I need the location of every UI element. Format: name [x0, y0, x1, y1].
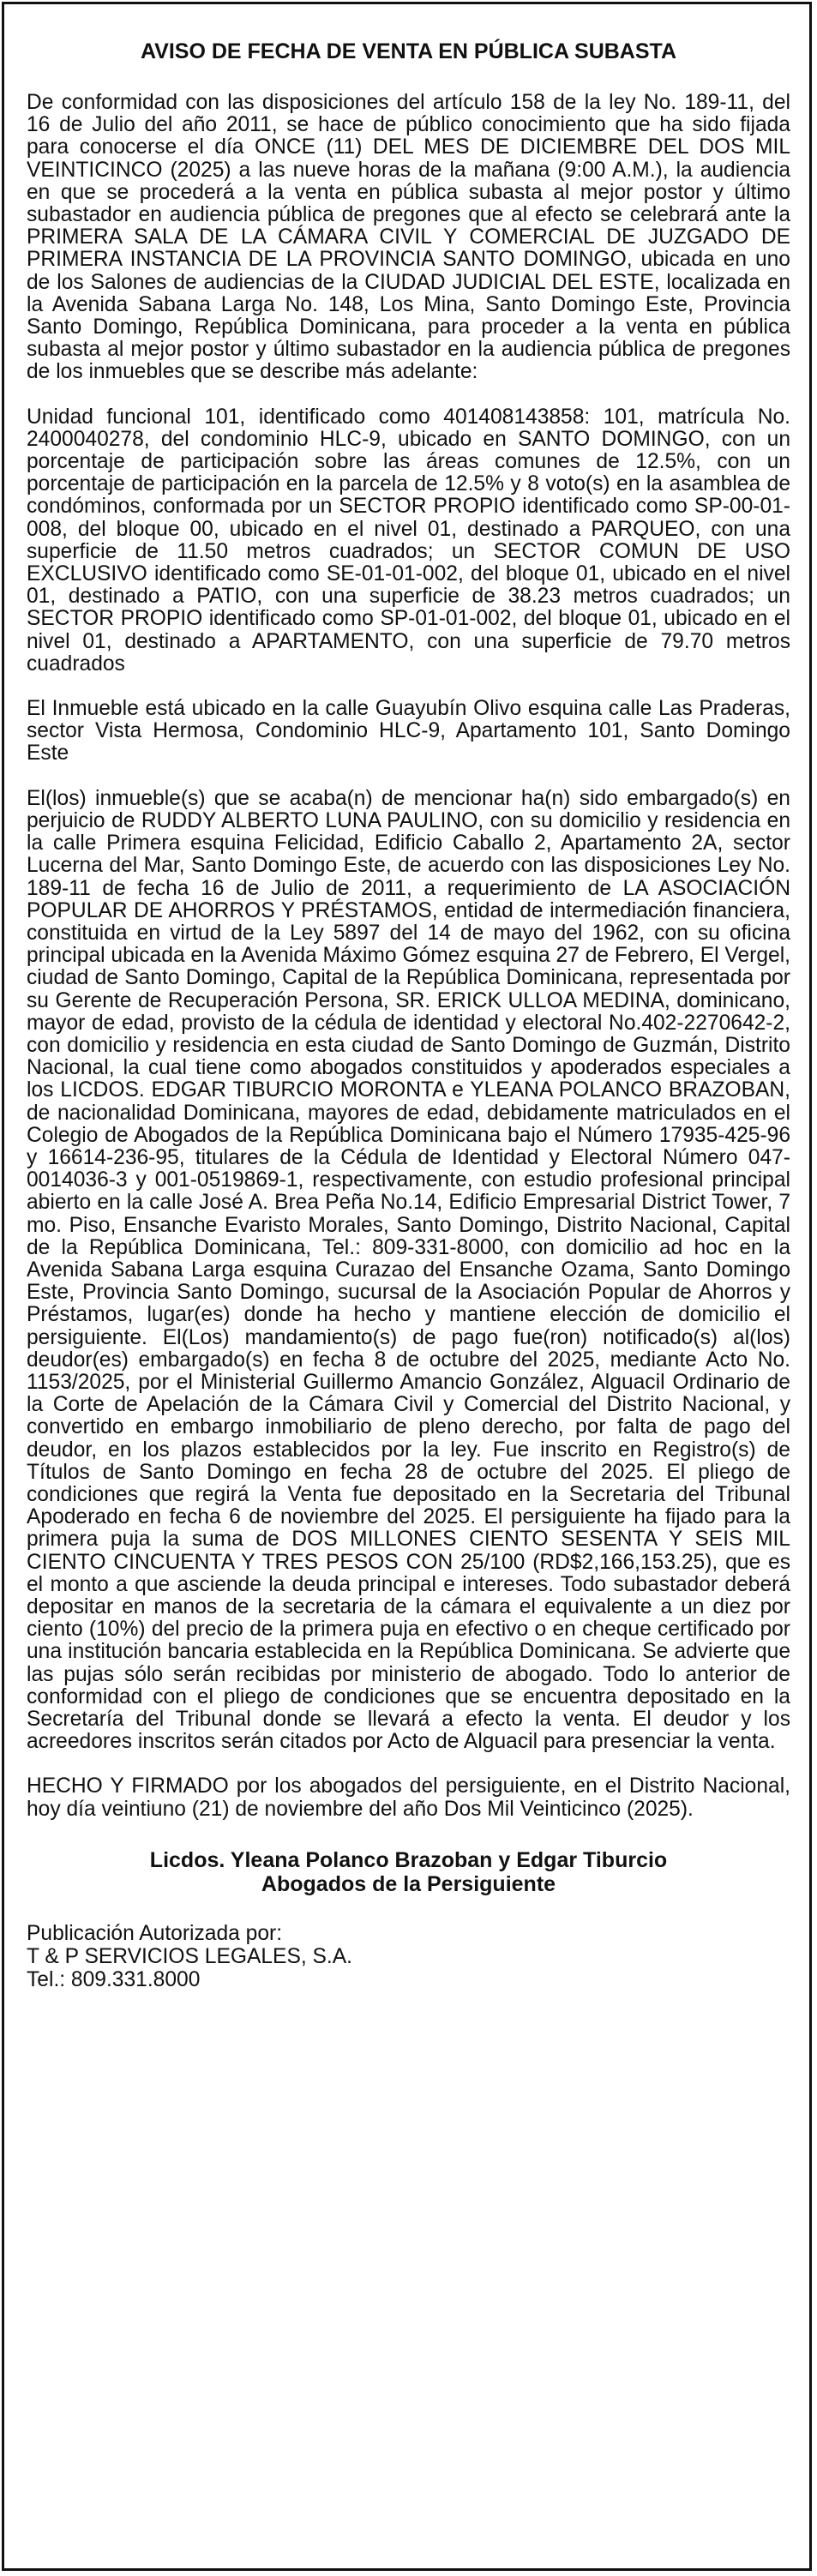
publication-company: T & P SERVICIOS LEGALES, S.A.: [27, 1944, 353, 1968]
publication-phone: Tel.: 809.331.8000: [27, 1967, 201, 1991]
notice-frame: [2, 2, 812, 2571]
signature-role: Abogados de la Persiguiente: [261, 1871, 556, 1896]
publication-label: Publicación Autorizada por:: [27, 1921, 283, 1945]
signature-names: Licdos. Yleana Polanco Brazoban y Edgar Tiburcio: [149, 1847, 668, 1872]
publication-info: [27, 1922, 790, 1991]
notice-body: [27, 92, 790, 1821]
notice-title: AVISO DE FECHA DE VENTA EN PÚBLICA SUBASTA: [140, 39, 677, 63]
paragraph-signed-statement: HECHO Y FIRMADO por los abogados del persiguiente, en el Distrito Nacional, hoy día veintiuno (21) de noviembre del año Dos Mil Veinticinco (2025).: [27, 1774, 790, 1821]
signature-block: [27, 1848, 790, 1896]
paragraph-property-location: El Inmueble está ubicado en la calle Guayubín Olivo esquina calle Las Praderas, sector Vista Hermosa, Condominio HLC-9, Apartamento 101, Santo Domingo Este: [27, 697, 790, 766]
paragraph-seizure-details: El(los) inmueble(s) que se acaba(n) de mencionar ha(n) sido embargado(s) en perjuicio de RUDDY ALBERTO LUNA PAULINO, con su domicilio y residencia en la calle Primera esquina Felicidad, Edificio Caballo 2, Apartamento 2A, sector Lucerna del Mar, Santo Domingo Este, de acuerdo con las disposiciones Ley No. 189-11 de fecha 16 de Julio de 2011, a requerimiento de LA ASOCIACIÓN POPULAR DE AHORROS Y PRÉSTAMOS, entidad de intermediación financiera, constituida en virtud de la Ley 5897 del 14 de mayo del 1962, con su oficina principal ubicada en la Avenida Máximo Gómez esquina 27 de Febrero, El Vergel, ciudad de Santo Domingo, Capital de la República Dominicana, representada por su Gerente de Recuperación Persona, SR. ERICK ULLOA MEDINA, dominicano, mayor de edad, provisto de la cédula de identidad y electoral No.402-2270642-2, con domicilio y residencia en esta ciudad de Santo Domingo de Guzmán, Distrito Nacional, la cual tiene como abogados constituidos y apoderados especiales a los LICDOS. EDGAR TIBURCIO MORONTA e YLEANA POLANCO BRAZOBAN, de nacionalidad Dominicana, mayores de edad, debidamente matriculados en el Colegio de Abogados de la República Dominicana bajo el Número 17935-425-96 y 16614-236-95, titulares de la Cédula de Identidad y Electoral Número 047-0014036-3 y 001-0519869-1, respectivamente, con estudio profesional principal abierto en la calle José A. Brea Peña No.14, Edificio Empresarial District Tower, 7 mo. Piso, Ensanche Evaristo Morales, Santo Domingo, Distrito Nacional, Capital de la República Dominicana, Tel.: 809-331-8000, con domicilio ad hoc en la Avenida Sabana Larga esquina Curazao del Ensanche Ozama, Santo Domingo Este, Provincia Santo Domingo, sucursal de la Asociación Popular de Ahorros y Préstamos, lugar(es) donde ha hecho y mantiene elección de domicilio el persiguiente. El(Los) mandamiento(s) de pago fue(ron) notificado(s) al(los) deudor(es) embargado(s) en fecha 8 de octubre del 2025, mediante Acto No. 1153/2025, por el Ministerial Guillermo Amancio González, Alguacil Ordinario de la Corte de Apelación de la Cámara Civil y Comercial del Distrito Nacional, y convertido en embargo inmobiliario de pleno derecho, por falta de pago del deudor, en los plazos establecidos por la ley. Fue inscrito en Registro(s) de Títulos de Santo Domingo en fecha 28 de octubre del 2025. El pliego de condiciones que regirá la Venta fue depositado en la Secretaria del Tribunal Apoderado en fecha 6 de noviembre del 2025. El persiguiente ha fijado para la primera puja la suma de DOS MILLONES CIENTO SESENTA Y SEIS MIL CIENTO CINCUENTA Y TRES PESOS CON 25/100 (RD$2,166,153.25), que es el monto a que asciende la deuda principal e intereses. Todo subastador deberá depositar en manos de la secretaria de la cámara el equivalente a un diez por ciento (10%) del precio de la primera puja en efectivo o en cheque certificado por una institución bancaria establecida en la República Dominicana. Se advierte que las pujas sólo serán recibidas por ministerio de abogado. Todo lo anterior de conformidad con el pliego de condiciones que se encuentra depositado en la Secretaría del Tribunal donde se llevará a efecto la venta. El deudor y los acreedores inscritos serán citados por Acto de Alguacil para presenciar la venta.: [27, 786, 790, 1754]
paragraph-property-description: Unidad funcional 101, identificado como 401408143858: 101, matrícula No. 2400040278, del condominio HLC-9, ubicado en SANTO DOMINGO, con un porcentaje de participación sobre las áreas comunes de 12.5%, con un porcentaje de participación en la parcela de 12.5% y 8 voto(s) en la asamblea de condóminos, conformada por un SECTOR PROPIO identificado como SP-00-01-008, del bloque 00, ubicado en el nivel 01, destinado a PARQUEO, con una superficie de 11.50 metros cuadrados; un SECTOR COMUN DE USO EXCLUSIVO identificado como SE-01-01-002, del bloque 01, ubicado en el nivel 01, destinado a PATIO, con una superficie de 38.23 metros cuadrados; un SECTOR PROPIO identificado como SP-01-01-002, del bloque 01, ubicado en el nivel 01, destinado a APARTAMENTO, con una superficie de 79.70 metros cuadrados: [27, 405, 790, 676]
paragraph-auction-date: De conformidad con las disposiciones del artículo 158 de la ley No. 189-11, del 16 de Julio del año 2011, se hace de público conocimiento que ha sido fijada para conocerse el día ONCE (11) DEL MES DE DICIEMBRE DEL DOS MIL VEINTICINCO (2025) a las nueve horas de la mañana (9:00 A.M.), la audiencia en que se procederá a la venta en pública subasta al mejor postor y último subastador en audiencia pública de pregones que al efecto se celebrará ante la PRIMERA SALA DE LA CÁMARA CIVIL Y COMERCIAL DE JUZGADO DE PRIMERA INSTANCIA DE LA PROVINCIA SANTO DOMINGO, ubicada en uno de los Salones de audiencias de la CIUDAD JUDICIAL DEL ESTE, localizada en la Avenida Sabana Larga No. 148, Los Mina, Santo Domingo Este, Provincia Santo Domingo, República Dominicana, para proceder a la venta en pública subasta al mejor postor y último subastador en la audiencia pública de pregones de los inmuebles que se describe más adelante:: [27, 91, 790, 384]
